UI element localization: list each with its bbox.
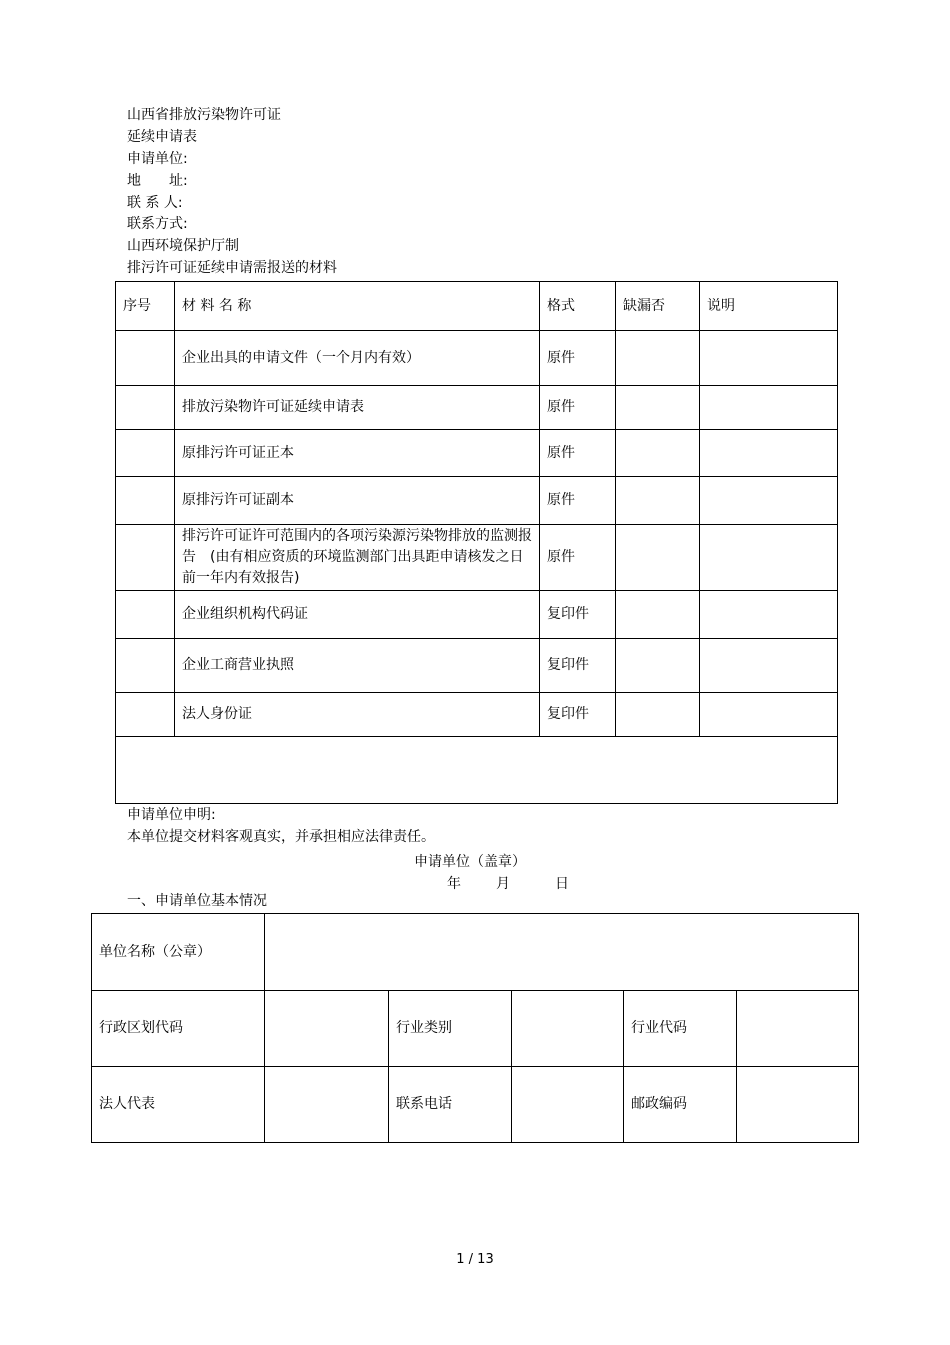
postal-label: 邮政编码: [624, 1067, 737, 1143]
index-cell[interactable]: [116, 525, 175, 591]
table-row: [116, 639, 838, 693]
unit-name-field[interactable]: [265, 914, 859, 991]
note-cell[interactable]: [700, 525, 838, 591]
missing-cell[interactable]: [616, 639, 700, 693]
industry-type-label: 行业类别: [389, 991, 512, 1067]
admin-code-field[interactable]: [265, 991, 389, 1067]
header-cell: 缺漏否: [616, 282, 700, 331]
note-cell[interactable]: [700, 430, 838, 477]
material-name: 排放污染物许可证延续申请表: [175, 386, 540, 430]
postal-field[interactable]: [737, 1067, 859, 1143]
material-name: 企业出具的申请文件（一个月内有效）: [175, 331, 540, 386]
address-label: 地 址:: [127, 173, 188, 189]
basic-info-table: [91, 913, 859, 1143]
applicant-label: 申请单位:: [127, 151, 188, 167]
material-format: 复印件: [540, 591, 616, 639]
legal-rep-label: 法人代表: [92, 1067, 265, 1143]
issuer: 山西环境保护厅制: [127, 238, 239, 254]
blank-cell[interactable]: [116, 737, 838, 804]
header-cell: 说明: [700, 282, 838, 331]
missing-cell[interactable]: [616, 386, 700, 430]
industry-code-field[interactable]: [737, 991, 859, 1067]
material-format: 复印件: [540, 639, 616, 693]
industry-code-label: 行业代码: [624, 991, 737, 1067]
material-format: 原件: [540, 430, 616, 477]
material-format: 原件: [540, 331, 616, 386]
index-cell[interactable]: [116, 591, 175, 639]
page-number: 1 / 13: [456, 1252, 494, 1267]
industry-type-field[interactable]: [512, 991, 624, 1067]
material-name: 企业组织机构代码证: [175, 591, 540, 639]
header-cell: 材 料 名 称: [175, 282, 540, 331]
contact-label: 联 系 人:: [127, 195, 183, 211]
header-cell: 格式: [540, 282, 616, 331]
index-cell[interactable]: [116, 693, 175, 737]
unit-name-row: [92, 914, 859, 991]
legal-rep-field[interactable]: [265, 1067, 389, 1143]
unit-name-label: 单位名称（公章）: [92, 914, 265, 991]
note-cell[interactable]: [700, 477, 838, 525]
table-row: [116, 525, 838, 591]
header-cell: 序号: [116, 282, 175, 331]
note-cell[interactable]: [700, 386, 838, 430]
note-cell[interactable]: [700, 639, 838, 693]
material-format: 原件: [540, 386, 616, 430]
missing-cell[interactable]: [616, 430, 700, 477]
index-cell[interactable]: [116, 477, 175, 525]
missing-cell[interactable]: [616, 477, 700, 525]
date-year: 年: [447, 876, 461, 892]
materials-heading: 排污许可证延续申请需报送的材料: [127, 260, 337, 276]
materials-header-row: [116, 282, 838, 331]
material-name: 法人身份证: [175, 693, 540, 737]
material-name: 原排污许可证正本: [175, 430, 540, 477]
contact-method-label: 联系方式:: [127, 216, 188, 232]
basic-info-heading: 一、申请单位基本情况: [127, 893, 267, 909]
index-cell[interactable]: [116, 639, 175, 693]
seal-label: 申请单位（盖章）: [414, 854, 526, 870]
declaration-text: 本单位提交材料客观真实，并承担相应法律责任。: [127, 829, 435, 845]
material-format: 复印件: [540, 693, 616, 737]
date-month: 月: [496, 876, 510, 892]
table-row: [116, 430, 838, 477]
note-cell[interactable]: [700, 693, 838, 737]
blank-row: [116, 737, 838, 804]
table-row: [116, 477, 838, 525]
material-format: 原件: [540, 525, 616, 591]
missing-cell[interactable]: [616, 693, 700, 737]
index-cell[interactable]: [116, 331, 175, 386]
legal-row: [92, 1067, 859, 1143]
phone-label: 联系电话: [389, 1067, 512, 1143]
index-cell[interactable]: [116, 430, 175, 477]
note-cell[interactable]: [700, 331, 838, 386]
material-name: 原排污许可证副本: [175, 477, 540, 525]
table-row: [116, 386, 838, 430]
material-name: 企业工商营业执照: [175, 639, 540, 693]
table-row: [116, 693, 838, 737]
phone-field[interactable]: [512, 1067, 624, 1143]
note-cell[interactable]: [700, 591, 838, 639]
admin-row: [92, 991, 859, 1067]
material-name: 排污许可证许可范围内的各项污染源污染物排放的监测报告 (由有相应资质的环境监测部门出具距申请核发之日前一年内有效报告): [175, 525, 540, 591]
materials-table: [115, 281, 838, 804]
index-cell[interactable]: [116, 386, 175, 430]
table-row: [116, 591, 838, 639]
form-subtitle: 延续申请表: [127, 129, 197, 145]
admin-code-label: 行政区划代码: [92, 991, 265, 1067]
material-format: 原件: [540, 477, 616, 525]
missing-cell[interactable]: [616, 591, 700, 639]
declaration-label: 申请单位申明:: [127, 807, 216, 823]
date-day: 日: [555, 876, 569, 892]
form-title: 山西省排放污染物许可证: [127, 107, 281, 123]
missing-cell[interactable]: [616, 525, 700, 591]
table-row: [116, 331, 838, 386]
missing-cell[interactable]: [616, 331, 700, 386]
